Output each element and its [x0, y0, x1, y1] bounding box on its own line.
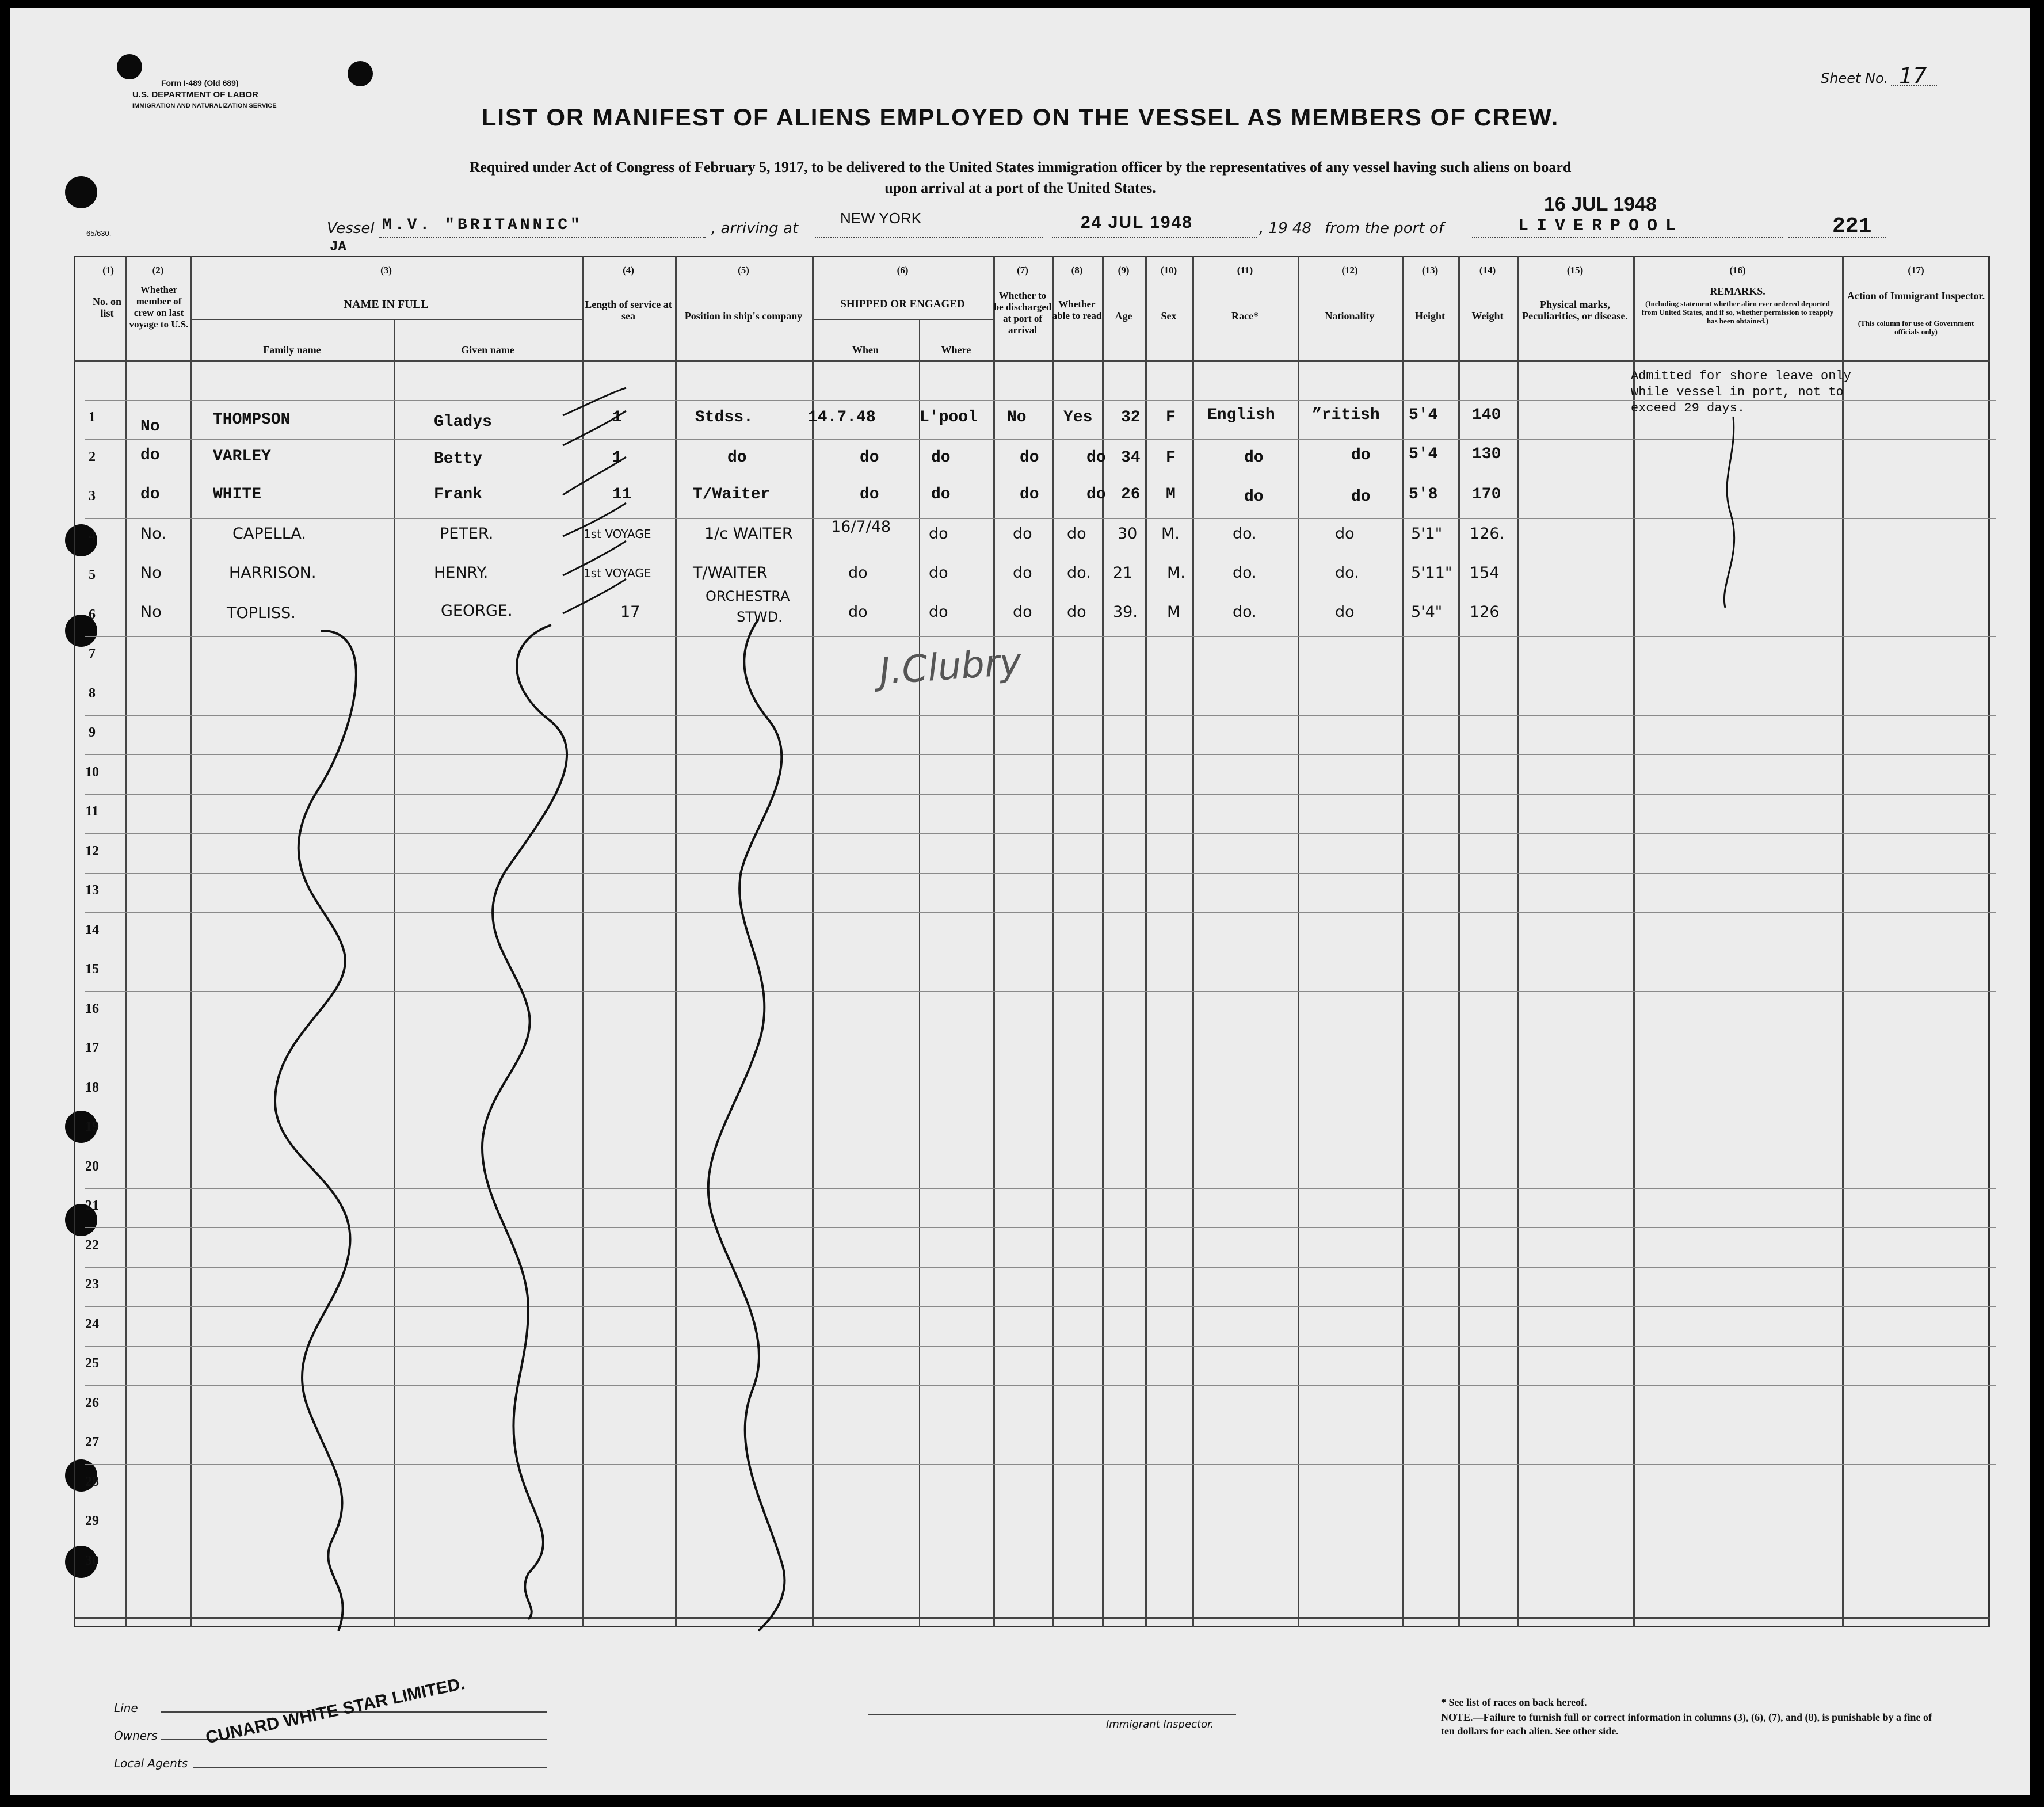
row4-race: do.	[1233, 525, 1257, 543]
from-port-label: from the port of	[1325, 220, 1444, 237]
row6-weight: 126	[1470, 603, 1500, 621]
row-number: 12	[85, 844, 99, 859]
row4-read: do	[1067, 525, 1086, 543]
vessel-label: Vessel	[327, 220, 375, 237]
row6-service: 17	[620, 603, 640, 621]
row-number: 14	[85, 922, 99, 937]
departure-port: LIVERPOOL	[1518, 216, 1684, 236]
hdr-discharged: Whether to be discharged at port of arrival	[993, 290, 1052, 336]
row1-height: 5'4	[1409, 406, 1438, 424]
row6-given-name: GEORGE.	[441, 602, 513, 620]
cancel-line-remarks	[1724, 417, 1734, 608]
row4-crew-member: No.	[140, 525, 166, 543]
row4-when: 16/7/48	[831, 518, 891, 536]
row4-age: 30	[1118, 525, 1138, 543]
row2-crew-member: do	[140, 447, 160, 464]
row3-service: 11	[612, 486, 632, 504]
row4-weight: 126.	[1470, 525, 1505, 543]
hdr-family-name: Family name	[263, 344, 321, 356]
col-num-12: (12)	[1341, 265, 1358, 276]
row3-age: 26	[1121, 486, 1141, 504]
row-number: 26	[85, 1396, 99, 1410]
row3-weight: 170	[1472, 486, 1501, 504]
hdr-shipped-engaged: SHIPPED OR ENGAGED	[840, 298, 965, 310]
hdr-member-of-crew: Whether member of crew on last voyage to U.S.	[129, 284, 189, 330]
row6-crew-member: No	[140, 603, 162, 621]
row-number: 9	[89, 725, 96, 740]
row5-read: do.	[1067, 564, 1091, 582]
col-num-6: (6)	[897, 265, 909, 276]
row-number: 24	[85, 1317, 99, 1332]
row-number: 22	[85, 1238, 99, 1253]
row-number: 13	[85, 883, 99, 898]
row3-race: do	[1244, 488, 1264, 506]
remarks-text: Admitted for shore leave only while vessel in port, not to exceed 29 days.	[1631, 369, 1851, 415]
row-number: 17	[85, 1040, 99, 1055]
row5-given-name: HENRY.	[434, 564, 489, 582]
row5-position: T/WAITER	[693, 564, 768, 582]
subtitle-line-1: Required under Act of Congress of February 5, 1917, to be delivered to the United States immigration officer by the representatives of any vessel having such aliens on board	[469, 159, 1572, 176]
hdr-where: Where	[941, 344, 971, 356]
row2-position: do	[727, 449, 747, 467]
row1-age: 32	[1121, 409, 1141, 426]
row3-given-name: Frank	[434, 486, 483, 504]
col-num-1: (1)	[102, 265, 114, 276]
service-slash	[563, 579, 626, 613]
hdr-race: Race*	[1231, 310, 1259, 322]
row-number: 15	[85, 962, 99, 977]
row3-where: do	[931, 486, 951, 504]
signature: J.Clubry	[878, 641, 1023, 693]
penalty-note: NOTE.—Failure to furnish full or correct information in columns (3), (6), (7), and (8), is punishable by a fine of ten dollars for each alien. See other side.	[1441, 1711, 1932, 1737]
row5-sex: M.	[1167, 564, 1185, 582]
row4-discharged: do	[1013, 525, 1032, 543]
arriving-label: , arriving at	[711, 220, 799, 237]
row6-sex: M	[1167, 603, 1181, 621]
hdr-nationality: Nationality	[1325, 310, 1375, 322]
code-number: 65/630.	[86, 229, 112, 238]
row-number: 29	[85, 1514, 99, 1528]
row4-nationality: do	[1335, 525, 1355, 543]
row-number: 5	[89, 567, 96, 582]
row3-nationality: do	[1351, 488, 1371, 506]
vessel-name: M.V. "BRITANNIC"	[382, 216, 583, 234]
row6-nationality: do	[1335, 603, 1355, 621]
row2-discharged: do	[1020, 449, 1039, 467]
row-number: 10	[85, 765, 99, 780]
col-num-11: (11)	[1237, 265, 1253, 276]
col-num-8: (8)	[1071, 265, 1083, 276]
row-number: 3	[89, 489, 96, 504]
service-slash	[563, 411, 626, 445]
row2-age: 34	[1121, 449, 1141, 467]
row-number: 2	[89, 449, 96, 464]
vessel-stamp: JA	[330, 239, 346, 255]
row4-position: 1/c WAITER	[704, 525, 793, 543]
cancellation-lines	[10, 8, 2030, 1795]
col-num-13: (13)	[1421, 265, 1439, 276]
service-slash	[563, 541, 626, 575]
arriving-port: NEW YORK	[840, 209, 922, 227]
department: U.S. DEPARTMENT OF LABOR	[132, 90, 258, 100]
row2-read: do	[1086, 449, 1106, 467]
hdr-sex: Sex	[1161, 310, 1177, 322]
row5-family-name: HARRISON.	[229, 564, 316, 582]
agents-underline	[193, 1767, 547, 1768]
manifest-sheet	[10, 8, 2030, 1795]
cancel-line-family	[275, 631, 356, 1631]
col-num-9: (9)	[1118, 265, 1130, 276]
row-number: 8	[89, 686, 96, 701]
row3-read: do	[1086, 486, 1106, 504]
row1-where: L'pool	[920, 409, 978, 426]
row4-service: 1st VOYAGE	[584, 527, 651, 541]
row5-race: do.	[1233, 564, 1257, 582]
row5-crew-member: No	[140, 564, 162, 582]
row1-sex: F	[1166, 409, 1176, 426]
row-number: 1	[89, 410, 96, 425]
local-agents-label: Local Agents	[114, 1756, 188, 1770]
row1-position: Stdss.	[695, 409, 753, 426]
row2-given-name: Betty	[434, 450, 483, 468]
row2-where: do	[931, 449, 951, 467]
row2-race: do	[1244, 449, 1264, 467]
hdr-able-to-read: Whether able to read	[1052, 299, 1102, 321]
row-number: 23	[85, 1277, 99, 1292]
row3-family-name: WHITE	[213, 486, 262, 504]
row-number: 25	[85, 1356, 99, 1371]
form-number: Form I-489 (Old 689)	[161, 78, 239, 87]
row4-sex: M.	[1161, 525, 1180, 543]
line-label: Line	[114, 1701, 138, 1715]
hdr-weight: Weight	[1471, 310, 1504, 322]
row1-race: English	[1207, 406, 1275, 424]
hdr-when: When	[852, 344, 879, 356]
service-slash	[563, 388, 626, 415]
row1-crew-member: No	[140, 418, 160, 436]
row2-service: 1	[612, 449, 622, 467]
hdr-action: Action of Immigrant Inspector.	[1847, 290, 1985, 302]
race-note: * See list of races on back hereof.	[1441, 1697, 1587, 1708]
inspector-label: Immigrant Inspector.	[1106, 1718, 1214, 1730]
row1-discharged: No	[1007, 409, 1027, 426]
row-number: 18	[85, 1080, 99, 1095]
row1-read: Yes	[1063, 409, 1093, 426]
row5-nationality: do.	[1335, 564, 1359, 582]
row6-discharged: do	[1013, 603, 1032, 621]
row6-age: 39.	[1113, 603, 1138, 621]
col-num-15: (15)	[1566, 265, 1584, 276]
cancel-line-position	[708, 619, 785, 1631]
owners-label: Owners	[114, 1729, 158, 1743]
col-num-10: (10)	[1160, 265, 1177, 276]
row3-height: 5'8	[1409, 486, 1438, 504]
row5-height: 5'11"	[1411, 564, 1452, 582]
col-num-17: (17)	[1908, 265, 1924, 276]
inspector-underline	[868, 1714, 1236, 1715]
row4-where: do	[929, 525, 948, 543]
hdr-height: Height	[1415, 310, 1445, 322]
hdr-given-name: Given name	[461, 344, 514, 356]
arrival-date-stamp: 24 JUL 1948	[1081, 213, 1193, 232]
hdr-no-on-list: No. on list	[92, 296, 121, 319]
row-number: 7	[89, 646, 96, 661]
hdr-position: Position in ship's company	[684, 310, 803, 322]
row2-nationality: do	[1351, 447, 1371, 464]
list-number: 221	[1832, 214, 1872, 239]
hdr-length-of-service: Length of service at sea	[585, 299, 672, 322]
row4-height: 5'1"	[1411, 525, 1443, 543]
row3-position: T/Waiter	[693, 486, 771, 504]
sheet-number: 17	[1899, 63, 1927, 89]
row2-when: do	[860, 449, 879, 467]
owner-stamp: CUNARD WHITE STAR LIMITED.	[204, 1673, 467, 1748]
hdr-action-note: (This column for use of Government officials only)	[1858, 319, 1974, 336]
row6-position-line2: STWD.	[737, 609, 783, 625]
row5-where: do	[929, 564, 948, 582]
row5-age: 21	[1113, 564, 1133, 582]
row3-sex: M	[1166, 486, 1176, 504]
row6-family-name: TOPLISS.	[227, 604, 296, 622]
row6-position-line1: ORCHESTRA	[706, 588, 790, 604]
row6-where: do	[929, 603, 948, 621]
col-num-2: (2)	[152, 265, 164, 276]
hdr-remarks-note: (Including statement whether alien ever ordered deported from United States, and if so, whether permission to reapply has been obtained.)	[1641, 299, 1834, 325]
departure-date-stamp: 16 JUL 1948	[1544, 193, 1657, 215]
col-num-5: (5)	[738, 265, 749, 276]
hdr-physical-marks: Physical marks, Peculiarities, or disease.	[1522, 299, 1628, 322]
row2-weight: 130	[1472, 445, 1501, 463]
row5-when: do	[848, 564, 868, 582]
row-number: 27	[85, 1435, 99, 1450]
row1-service: 1	[612, 409, 622, 426]
col-num-14: (14)	[1479, 265, 1496, 276]
row5-discharged: do	[1013, 564, 1032, 582]
row3-discharged: do	[1020, 486, 1039, 504]
row-number: 28	[85, 1474, 99, 1489]
row-number: 16	[85, 1001, 99, 1016]
row-number: 6	[89, 607, 96, 622]
row2-sex: F	[1166, 449, 1176, 467]
row5-weight: 154	[1470, 564, 1500, 582]
row2-family-name: VARLEY	[213, 448, 271, 466]
year-label: , 19 48	[1259, 220, 1311, 237]
row-number: 4	[89, 528, 96, 543]
row1-given-name: Gladys	[434, 413, 492, 431]
row-number: 20	[85, 1159, 99, 1174]
row1-when: 14.7.48	[808, 409, 876, 426]
row1-family-name: THOMPSON	[213, 411, 291, 429]
row3-when: do	[860, 486, 879, 504]
row-number: 11	[85, 804, 99, 819]
hdr-age: Age	[1115, 310, 1132, 322]
col-num-3: (3)	[380, 265, 392, 276]
subtitle-line-2: upon arrival at a port of the United States.	[884, 180, 1156, 196]
sheet-label: Sheet No.	[1821, 70, 1889, 86]
row-number: 19	[85, 1119, 99, 1134]
service-slash	[563, 457, 626, 495]
hdr-name-in-full: NAME IN FULL	[344, 298, 429, 311]
col-num-16: (16)	[1729, 265, 1746, 276]
row1-weight: 140	[1472, 406, 1501, 424]
row1-nationality: ”ritish	[1312, 406, 1380, 424]
row6-height: 5'4"	[1411, 603, 1443, 621]
row4-family-name: CAPELLA.	[232, 525, 306, 543]
row-number: 21	[85, 1198, 99, 1213]
col-num-4: (4)	[623, 265, 634, 276]
row4-given-name: PETER.	[440, 525, 494, 543]
row6-when: do	[848, 603, 868, 621]
row3-crew-member: do	[140, 486, 160, 504]
row-number: 30	[85, 1553, 99, 1568]
row5-service: 1st VOYAGE	[584, 566, 651, 580]
col-num-7: (7)	[1017, 265, 1028, 276]
service-slash	[563, 503, 626, 536]
document-title: LIST OR MANIFEST OF ALIENS EMPLOYED ON THE VESSEL AS MEMBERS OF CREW.	[481, 104, 1559, 131]
cancel-line-given	[482, 625, 567, 1619]
hdr-remarks: REMARKS.	[1710, 285, 1765, 297]
row2-height: 5'4	[1409, 445, 1438, 463]
service: IMMIGRATION AND NATURALIZATION SERVICE	[132, 102, 277, 109]
row6-read: do	[1067, 603, 1086, 621]
row6-race: do.	[1233, 603, 1257, 621]
